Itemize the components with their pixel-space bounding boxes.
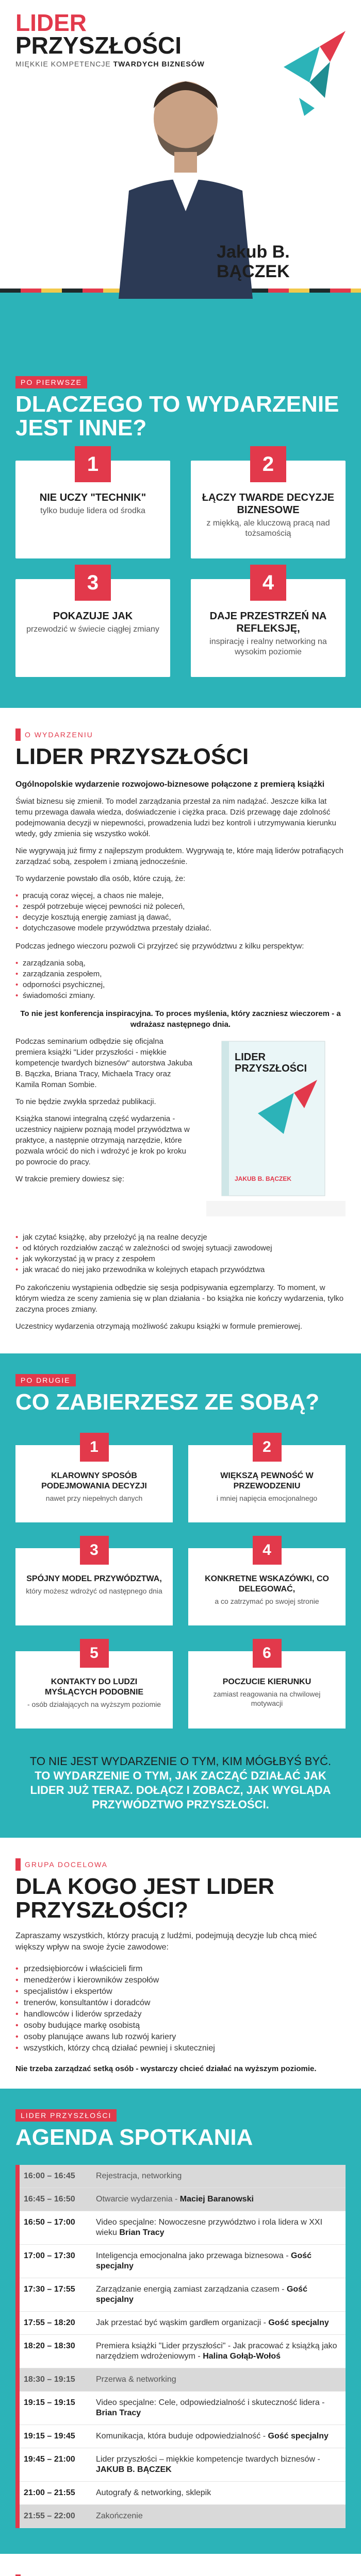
agenda-time: 18:20 – 18:30 xyxy=(24,2342,75,2350)
list-item: • jak wykorzystać ją w pracy z zespołem xyxy=(15,1253,346,1264)
why-card xyxy=(191,571,346,677)
agenda-text-bold: Gość specjalny xyxy=(268,2432,329,2441)
card-number: 4 xyxy=(250,565,286,601)
gain-card xyxy=(188,1541,346,1625)
agenda-text-bold: Gość specjalny xyxy=(96,2285,307,2304)
agenda-title: AGENDA SPOTKANIA xyxy=(15,2125,253,2150)
audience-section xyxy=(0,1838,361,2089)
about-paragraph: Po zakończeniu wystąpienia odbędzie się sesja podpisywania egzemplarzy. To moment, w którym wiedza ze sceny zamienia się w plan działania - bo książka nie kończy wydarzenia, tylko zaczyna proces zmiany. xyxy=(15,1283,344,1314)
gain-title: WIĘKSZĄ PEWNOŚĆ W PRZEWODZENIU xyxy=(220,1471,314,1490)
agenda-text-plain: Komunikacja, która buduje odpowiedzialność - xyxy=(96,2432,266,2441)
agenda-time: 18:30 – 19:15 xyxy=(24,2375,75,2384)
agenda-text-bold: Maciej Baranowski xyxy=(179,2195,254,2204)
agenda-time: 19:15 – 19:15 xyxy=(24,2398,75,2407)
gain-title: POCZUCIE KIERUNKU xyxy=(222,1677,311,1686)
about-title: LIDER PRZYSZŁOŚCI xyxy=(15,744,249,769)
agenda-row xyxy=(15,2482,346,2505)
list-item: • odporności psychicznej, xyxy=(15,979,346,990)
list-item: • świadomości zmiany. xyxy=(15,990,346,1001)
gain-desc: nawet przy niepełnych danych xyxy=(45,1494,143,1502)
hero xyxy=(0,0,361,355)
agenda-row xyxy=(15,2188,346,2211)
agenda-text xyxy=(96,2171,182,2181)
agenda-row xyxy=(15,2335,346,2368)
agenda-text xyxy=(96,2375,176,2385)
agenda-text-plain: Jak przestać być wąskim gardłem organizacji - xyxy=(96,2318,266,2327)
why-card xyxy=(15,571,170,677)
about-paragraph: Uczestnicy wydarzenia otrzymają możliwość zakupu książki w formule premierowej. xyxy=(15,1322,303,1331)
agenda-time: 21:00 – 21:55 xyxy=(24,2488,75,2497)
agenda-row xyxy=(15,2392,346,2425)
list-item: • osoby planujące awans lub rozwój kariery xyxy=(15,2031,346,2043)
gain-card xyxy=(188,1645,346,1728)
book-cover xyxy=(206,1036,346,1222)
book-author: JAKUB B. BĄCZEK xyxy=(235,1175,292,1182)
title-line1: LIDER xyxy=(15,9,87,36)
gains-footer xyxy=(15,1754,346,1822)
gains-grid xyxy=(15,1438,346,1728)
about-paragraph: W trakcie premiery dowiesz się: xyxy=(15,1175,124,1183)
gain-title: SPÓJNY MODEL PRZYWÓDZTWA, xyxy=(26,1574,162,1583)
agenda-time: 17:55 – 18:20 xyxy=(24,2318,75,2327)
agenda-row xyxy=(15,2165,346,2188)
list-item: • specjalistów i ekspertów xyxy=(15,1986,346,1997)
gain-number: 5 xyxy=(80,1639,109,1668)
gain-desc: a co zatrzymać po swojej stronie xyxy=(215,1597,319,1605)
agenda-text xyxy=(96,2341,337,2362)
feel-list xyxy=(15,890,346,934)
gain-title: KONTAKTY DO LUDZI MYŚLĄCYCH PODOBNIE xyxy=(44,1677,144,1697)
about-paragraph: Książka stanowi integralną część wydarzenia - uczestnicy najpierw poznają model przywództwa w praktyce, a następnie otrzymają narzędzie, które pozwala wrócić do nich i wdrożyć je krok po kroku po powrocie do pracy. xyxy=(15,1114,190,1166)
list-item: • jak wracać do niej jako przewodnika w kolejnych etapach przywództwa xyxy=(15,1264,346,1275)
agenda-time: 19:15 – 19:45 xyxy=(24,2432,75,2441)
agenda-row xyxy=(15,2278,346,2312)
gains-section xyxy=(0,1353,361,1838)
gain-number: 2 xyxy=(253,1433,282,1462)
learn-list xyxy=(15,1232,346,1275)
agenda-time: 16:00 – 16:45 xyxy=(24,2172,75,2180)
gain-title: KLAROWNY SPOSÓB PODEJMOWANIA DECYZJI xyxy=(41,1471,147,1490)
list-item: • trenerów, konsultantów i doradców xyxy=(15,1997,346,2009)
card-desc: z miękką, ale kluczową pracą nad tożsamością xyxy=(206,519,330,538)
about-lead: Ogólnopolskie wydarzenie rozwojowo-biznesowe połączone z premierą książki xyxy=(15,780,325,789)
expert-section xyxy=(0,2554,361,2576)
agenda-text xyxy=(96,2194,254,2205)
list-item: • decyzje kosztują energię zamiast ją dawać, xyxy=(15,912,346,923)
about-paragraph: To nie będzie zwykła sprzedaż publikacji. xyxy=(15,1097,156,1106)
card-title: ŁĄCZY TWARDE DECYZJE BIZNESOWE xyxy=(202,492,335,516)
list-item: • od których rozdziałów zacząć w zależności od swojej sytuacji zawodowej xyxy=(15,1243,346,1253)
list-item: • handlowców i liderów sprzedaży xyxy=(15,2009,346,2020)
audience-note: Nie trzeba zarządzać setką osób - wystarczy chcieć działać na wyższym poziomie. xyxy=(15,2064,317,2073)
agenda-text xyxy=(96,2284,337,2305)
why-card xyxy=(191,452,346,558)
about-paragraph: Podczas jednego wieczoru pozwoli Ci przyjrzeć się przywództwu z kilku perspektyw: xyxy=(15,942,304,951)
list-item: • wszystkich, którzy chcą działać pewniej i skuteczniej xyxy=(15,2043,346,2054)
speaker-first: Jakub B. xyxy=(217,242,290,262)
why-cards xyxy=(15,452,346,677)
audience-list xyxy=(15,1963,346,2054)
card-title: POKAZUJE JAK xyxy=(53,611,133,622)
gains-tag: PO DRUGIE xyxy=(15,1374,76,1386)
gain-card xyxy=(15,1645,173,1728)
agenda-time: 17:30 – 17:55 xyxy=(24,2285,75,2294)
about-section xyxy=(0,708,361,1353)
card-desc: inspirację i realny networking na wysokim poziomie xyxy=(209,637,327,656)
agenda-text-plain: Lider przyszłości – miękkie kompetencje twardych biznesów - xyxy=(96,2455,320,2464)
about-highlight: To nie jest konferencja inspiracyjna. To proces myślenia, który zaczniesz wieczorem - a wdrażasz następnego dnia. xyxy=(20,1009,341,1029)
origami-bird-icon xyxy=(273,26,351,118)
gain-card xyxy=(188,1438,346,1522)
agenda-text xyxy=(96,2454,337,2475)
agenda-time: 16:45 – 16:50 xyxy=(24,2195,75,2204)
card-number: 2 xyxy=(250,446,286,482)
gain-desc: który możesz wdrożyć od następnego dnia xyxy=(26,1587,162,1595)
agenda-stripe xyxy=(15,2165,20,2528)
audience-tag: GRUPA DOCELOWA xyxy=(15,1858,113,1871)
audience-intro: Zapraszamy wszystkich, którzy pracują z ludźmi, podejmują decyzje lub chcą mieć większy wpływ na swoje życie zawodowe: xyxy=(15,1931,317,1952)
list-item: • menedżerów i kierowników zespołów xyxy=(15,1975,346,1986)
gain-card xyxy=(15,1438,173,1522)
gain-desc: zamiast reagowania na chwilowej motywacji xyxy=(213,1690,321,1707)
agenda-text-plain: Video specjalne: Nowoczesne przywództwo i rola lidera w XXI wieku xyxy=(96,2218,323,2237)
card-desc: tylko buduje lidera od środka xyxy=(40,506,145,515)
agenda-text xyxy=(96,2251,337,2272)
gain-desc: - osób działających na wyższym poziomie xyxy=(27,1700,161,1708)
agenda-text xyxy=(96,2217,337,2238)
why-card xyxy=(15,452,170,558)
why-tag: PO PIERWSZE xyxy=(15,376,87,388)
list-item: • zespół potrzebuje więcej pewności niż poleceń, xyxy=(15,901,346,912)
gain-number: 6 xyxy=(253,1639,282,1668)
about-paragraph: Nie wygrywają już firmy z najlepszym produktem. Wygrywają te, które mają liderów potrafiących zarządzać sobą, zespołem i zmianą jednocześnie. xyxy=(15,846,343,866)
agenda-text-bold: Gość specjalny xyxy=(96,2251,312,2270)
agenda-text-plain: Zarządzanie energią zamiast zarządzania czasem - xyxy=(96,2285,285,2294)
perspective-list xyxy=(15,958,346,1001)
card-number: 1 xyxy=(75,446,111,482)
agenda-row xyxy=(15,2425,346,2448)
gains-title: CO ZABIERZESZ ZE SOBĄ? xyxy=(15,1389,320,1415)
subtitle-bold: TWARDYCH BIZNESÓW xyxy=(113,60,205,68)
agenda-text-bold: Brian Tracy xyxy=(96,2409,141,2417)
about-tag: O WYDARZENIU xyxy=(15,728,99,741)
agenda-text-plain: Autografy & networking, sklepik xyxy=(96,2488,211,2497)
agenda-time: 21:55 – 22:00 xyxy=(24,2512,75,2520)
agenda-text-plain: Przerwa & networking xyxy=(96,2375,176,2384)
gains-foot-plain: TO NIE JEST WYDARZENIE O TYM, KIM MÓGŁBYŚ BYĆ. xyxy=(29,1755,332,1768)
gain-desc: i mniej napięcia emocjonalnego xyxy=(216,1494,318,1502)
agenda-text-bold: Gość specjalny xyxy=(268,2318,329,2327)
agenda-text-bold: JAKUB B. BĄCZEK xyxy=(96,2465,172,2474)
gain-title: KONKRETNE WSKAZÓWKI, CO DELEGOWAĆ, xyxy=(205,1574,329,1594)
agenda-row xyxy=(15,2211,346,2245)
card-title: NIE UCZY "TECHNIK" xyxy=(39,492,146,503)
agenda-row xyxy=(15,2312,346,2335)
speaker-last: BĄCZEK xyxy=(217,262,290,281)
agenda-text xyxy=(96,2431,329,2442)
agenda-text-bold: Brian Tracy xyxy=(119,2228,165,2237)
agenda-text-plain: Inteligencja emocjonalna jako przewaga biznesowa - xyxy=(96,2251,289,2260)
list-item: • jak czytać książkę, aby przełożyć ją na realne decyzje xyxy=(15,1232,346,1243)
speaker-name xyxy=(217,242,290,281)
gain-number: 3 xyxy=(80,1536,109,1565)
subtitle-plain: MIĘKKIE KOMPETENCJE xyxy=(15,60,111,68)
agenda-text xyxy=(96,2398,337,2418)
list-item: • zarządzania zespołem, xyxy=(15,969,346,979)
agenda-section xyxy=(0,2089,361,2554)
list-item: • przedsiębiorców i właścicieli firm xyxy=(15,1963,346,1975)
agenda-row xyxy=(15,2245,346,2278)
agenda-text-plain: Video specjalne: Cele, odpowiedzialność i skuteczność lidera - xyxy=(96,2398,325,2407)
book-title: LIDER PRZYSZŁOŚCI xyxy=(235,1052,307,1074)
agenda-text-plain: Premiera książki "Lider przyszłości" - Jak pracować z książką jako narzędziem wdrożeniowym - xyxy=(96,2342,337,2361)
about-paragraph: Świat biznesu się zmienił. To model zarządzania przestał za nim nadążać. Jeszcze kilka lat temu przewaga dawała wiedza, doświadczenie i ciężka praca. Dziś przewagę daje zdolność podejmowania decyzji w niepewności, prowadzenia ludzi bez kontroli i utrzymywania kierunku wtedy, gdy zmienia się wszystko wokół. xyxy=(15,797,336,838)
agenda-time: 16:50 – 17:00 xyxy=(24,2218,75,2227)
agenda-text xyxy=(96,2488,211,2498)
agenda-time: 17:00 – 17:30 xyxy=(24,2251,75,2260)
agenda-row xyxy=(15,2368,346,2392)
about-paragraph: To wydarzenie powstało dla osób, które czują, że: xyxy=(15,874,186,883)
card-number: 3 xyxy=(75,565,111,601)
audience-title: DLA KOGO JEST LIDER PRZYSZŁOŚCI? xyxy=(15,1874,274,1923)
agenda-tag: LIDER PRZYSZŁOŚCI xyxy=(15,2109,117,2122)
list-item: • pracują coraz więcej, a chaos nie maleje, xyxy=(15,890,346,901)
agenda-text-plain: Zakończenie xyxy=(96,2512,143,2520)
title-line2: PRZYSZŁOŚCI xyxy=(15,32,182,59)
about-paragraph: Podczas seminarium odbędzie się oficjalna premiera książki "Lider przyszłości - miękkie kompetencje twardych biznesów" autorstwa Jakuba B. Bączka, Briana Tracy, Michaela Tracy oraz Kamila Roman Sombie. xyxy=(15,1037,193,1089)
agenda-text xyxy=(96,2318,329,2328)
agenda-row xyxy=(15,2448,346,2482)
list-item: • osoby budujące markę osobistą xyxy=(15,2020,346,2031)
why-title: DLACZEGO TO WYDARZENIE JEST INNE? xyxy=(15,392,339,440)
why-section xyxy=(0,355,361,708)
agenda-text-plain: Rejestracja, networking xyxy=(96,2172,182,2180)
agenda-text-plain: Otwarcie wydarzenia - xyxy=(96,2195,178,2204)
list-item: • zarządzania sobą, xyxy=(15,958,346,969)
agenda-time: 19:45 – 21:00 xyxy=(24,2455,75,2464)
agenda-row xyxy=(15,2505,346,2528)
card-title: DAJE PRZESTRZEŃ NA REFLEKSJĘ, xyxy=(209,611,327,634)
gain-number: 1 xyxy=(80,1433,109,1462)
list-item: • dotychczasowe modele przywództwa przestały działać. xyxy=(15,923,346,934)
gain-card xyxy=(15,1541,173,1625)
agenda-text xyxy=(96,2511,143,2521)
gains-foot-bold: TO WYDARZENIE O TYM, JAK ZACZĄĆ DZIAŁAĆ JAK LIDER JUŻ TERAZ. DOŁĄCZ I ZOBACZ, JAK WYGLĄDA PRZYWÓDZTWO PRZYSZŁOŚCI. xyxy=(30,1769,331,1811)
card-desc: przewodzić w świecie ciągłej zmiany xyxy=(26,625,159,634)
agenda-list xyxy=(15,2165,346,2528)
agenda-text-bold: Halina Gołąb-Wołoś xyxy=(203,2352,281,2361)
gain-number: 4 xyxy=(253,1536,282,1565)
